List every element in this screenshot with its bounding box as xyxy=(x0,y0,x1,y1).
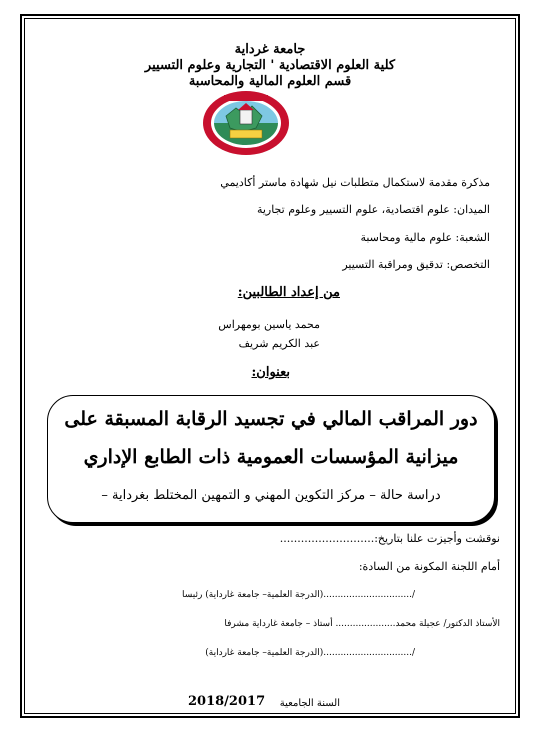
committee-member-president: /...............................(الدرجة العلمية– جامعة غارداية) رئيسا xyxy=(182,590,415,600)
defense-date: نوقشت وأجيزت علنا بتاريخ:........................... xyxy=(279,532,500,545)
academic-year-label: السنة الجامعية xyxy=(279,698,340,709)
thesis-title-line-2: ميزانية المؤسسات العمومية ذات الطابع الإداري xyxy=(83,446,459,468)
students-heading: من إعداد الطالبين: xyxy=(237,285,340,300)
thesis-specialty: التخصص: تدقيق ومراقبة التسيير xyxy=(342,258,490,271)
department-name: قسم العلوم المالية والمحاسبة xyxy=(188,74,352,89)
title-label: بعنوان: xyxy=(251,365,290,380)
thesis-case-study: دراسة حالة – مركز التكوين المهني و التمهين المختلط بغرداية – xyxy=(101,488,441,503)
student-name-2: عبد الكريم شريف xyxy=(238,337,320,350)
university-name: جامعة غرداية xyxy=(234,42,306,57)
academic-year-value: 2018/2017 xyxy=(188,694,266,709)
thesis-title-line-1: دور المراقب المالي في تجسيد الرقابة المسبقة على xyxy=(64,408,478,430)
thesis-field: الميدان: علوم اقتصادية، علوم التسيير وعلوم تجارية xyxy=(256,203,490,216)
university-seal-icon xyxy=(202,90,290,156)
thesis-branch: الشعبة: علوم مالية ومحاسبة xyxy=(360,231,490,244)
faculty-name: كلية العلوم الاقتصادية ' التجارية وعلوم التسيير xyxy=(144,58,396,73)
committee-label: أمام اللجنة المكونة من السادة: xyxy=(358,560,500,573)
student-name-1: محمد ياسين بومهراس xyxy=(218,318,320,331)
committee-member-examiner: /...............................(الدرجة العلمية– جامعة غارداية) xyxy=(205,648,415,658)
committee-member-supervisor: الأستاذ الدكتور/ عجيلة محمد..................... أستاذ – جامعة غارداية مشرفا xyxy=(224,619,500,629)
thesis-title-box xyxy=(47,395,495,523)
thesis-purpose: مذكرة مقدمة لاستكمال متطلبات نيل شهادة ماستر أكاديمي xyxy=(220,176,490,189)
